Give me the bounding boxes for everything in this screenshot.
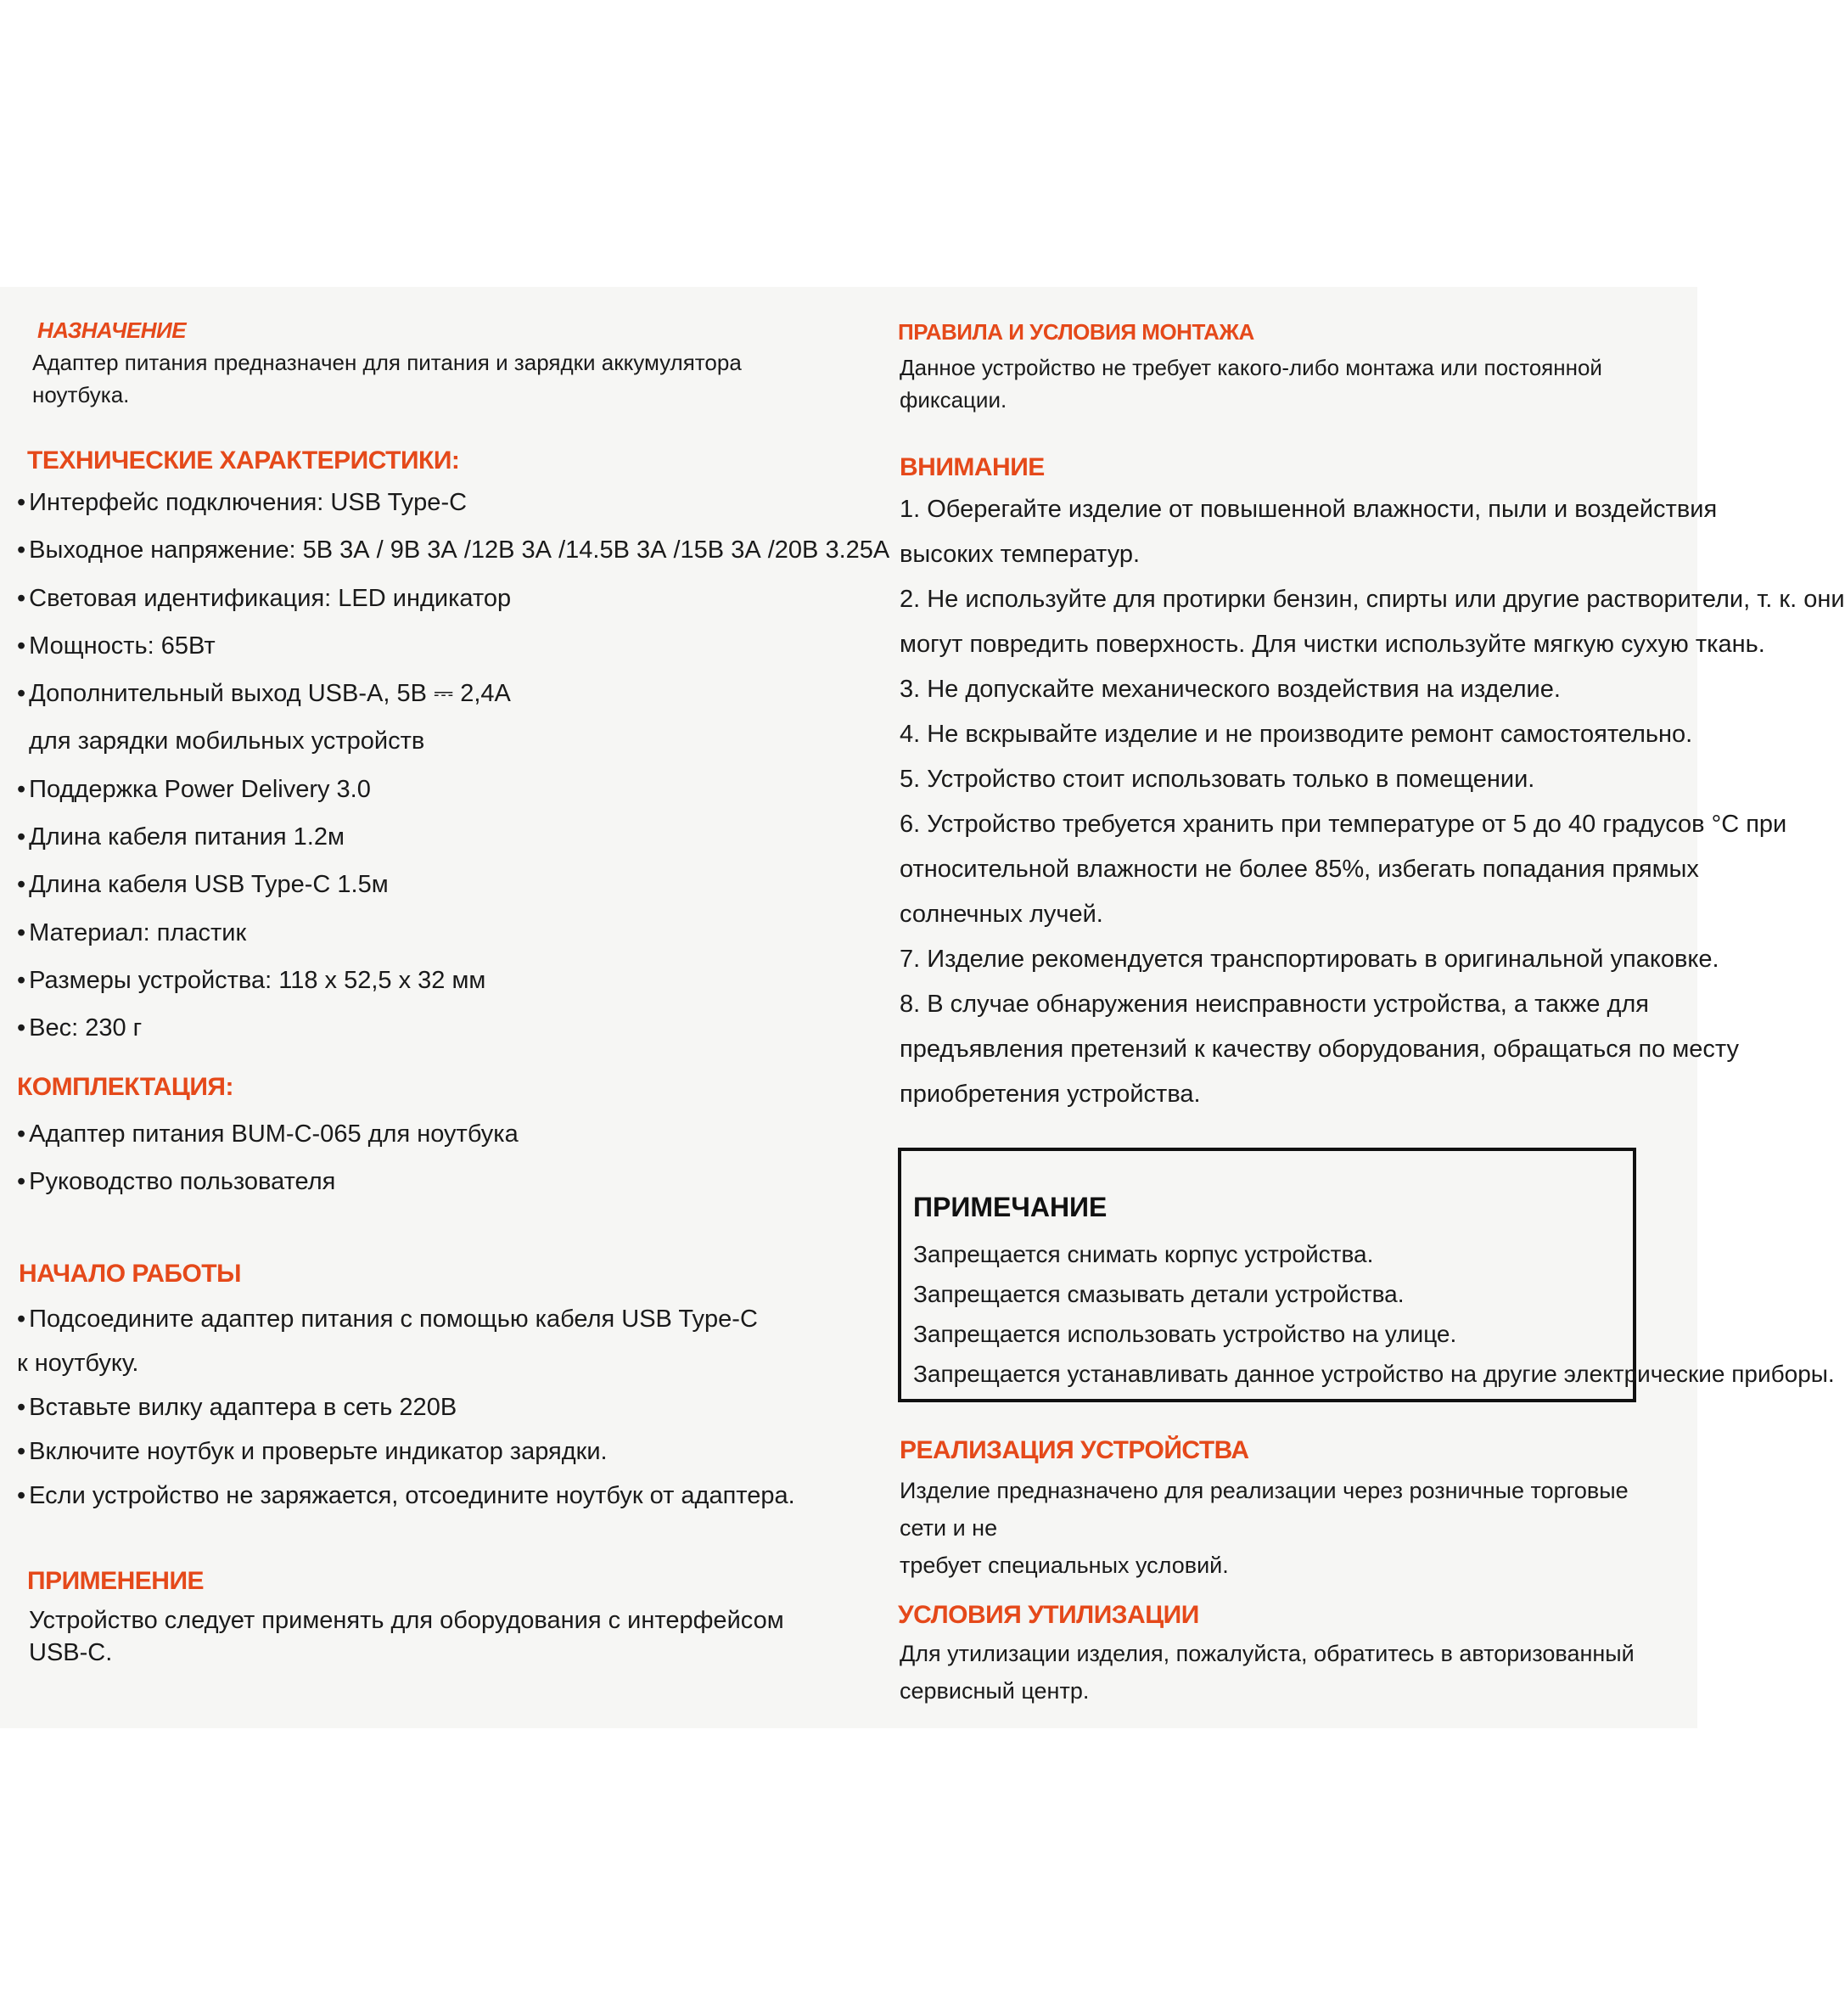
mounting-heading: ПРАВИЛА И УСЛОВИЯ МОНТАЖА	[898, 319, 1254, 345]
mounting-text	[900, 351, 1602, 416]
list-item: 1. Оберегайте изделие от повышенной влажности, пыли и воздействия	[900, 496, 1718, 523]
note-list	[913, 1234, 1835, 1394]
list-item: Запрещается использовать устройство на улице.	[913, 1321, 1457, 1347]
specs-list	[17, 479, 889, 1053]
list-item: могут повредить поверхность. Для чистки используйте мягкую сухую ткань.	[900, 631, 1765, 658]
list-item: • Размеры устройства: 118 х 52,5 х 32 мм	[17, 957, 889, 1004]
list-item: 7. Изделие рекомендуется транспортировать в оригинальной упаковке.	[900, 946, 1719, 973]
list-item: 5. Устройство стоит использовать только в помещении.	[900, 766, 1535, 793]
list-item: • Включите ноутбук и проверьте индикатор зарядки.	[17, 1429, 795, 1474]
list-item: Запрещается устанавливать данное устройство на другие электрические приборы.	[913, 1361, 1835, 1387]
start-list	[17, 1297, 795, 1518]
usage-heading: ПРИМЕНЕНИЕ	[27, 1567, 205, 1595]
note-heading: ПРИМЕЧАНИЕ	[913, 1192, 1108, 1222]
list-item: • Вес: 230 г	[17, 1004, 889, 1052]
sales-line-2: требует специальных условий.	[900, 1553, 1229, 1578]
disposal-heading: УСЛОВИЯ УТИЛИЗАЦИИ	[898, 1601, 1199, 1629]
sales-line-1: Изделие предназначено для реализации через розничные торговые сети и не	[900, 1478, 1629, 1541]
specs-heading: ТЕХНИЧЕСКИЕ ХАРАКТЕРИСТИКИ:	[27, 446, 460, 475]
list-item: • Мощность: 65Вт	[17, 622, 889, 670]
list-item: • Световая идентификация: LED индикатор	[17, 575, 889, 622]
list-item: • Выходное напряжение: 5В 3А / 9В 3А /12В 3А /14.5В 3А /15В 3А /20В 3.25А	[17, 526, 889, 574]
sales-text	[900, 1472, 1662, 1584]
instruction-sheet	[0, 287, 1845, 1728]
disposal-line-2: сервисный центр.	[900, 1678, 1090, 1704]
usage-text: Устройство следует применять для оборудования с интерфейсом USB-C.	[29, 1607, 784, 1666]
purpose-line-1: Адаптер питания предназначен для питания и зарядки аккумулятора	[32, 350, 742, 375]
list-item: • Интерфейс подключения: USB Type-C	[17, 479, 889, 526]
list-item: • Вставьте вилку адаптера в сеть 220В	[17, 1385, 795, 1429]
list-item: • Длина кабеля питания 1.2м	[17, 813, 889, 861]
list-item: солнечных лучей.	[900, 901, 1103, 928]
purpose-text	[32, 346, 742, 411]
note-box	[898, 1148, 1835, 1402]
list-item: высоких температур.	[900, 541, 1141, 568]
purpose-line-2: ноутбука.	[32, 382, 130, 407]
package-heading: КОМПЛЕКТАЦИЯ:	[17, 1073, 233, 1101]
list-item: к ноутбуку.	[17, 1350, 139, 1377]
attention-heading: ВНИМАНИЕ	[900, 453, 1045, 481]
mounting-line-2: фиксации.	[900, 387, 1007, 413]
attention-list	[900, 487, 1845, 1117]
package-list	[17, 1110, 519, 1205]
list-item: 8. В случае обнаружения неисправности устройства, а также для	[900, 991, 1649, 1018]
list-item: • Дополнительный выход USB-A, 5В ⎓ 2,4А	[17, 670, 889, 717]
list-item: для зарядки мобильных устройств	[29, 727, 425, 755]
mounting-line-1: Данное устройство не требует какого-либо монтажа или постоянной	[900, 355, 1602, 380]
list-item: 3. Не допускайте механического воздействия на изделие.	[900, 676, 1561, 703]
disposal-text	[900, 1635, 1635, 1710]
list-item: • Адаптер питания BUM-C-065 для ноутбука	[17, 1110, 519, 1158]
list-item: 6. Устройство требуется хранить при температуре от 5 до 40 градусов °С при	[900, 811, 1787, 838]
list-item: 4. Не вскрывайте изделие и не производите ремонт самостоятельно.	[900, 721, 1693, 748]
list-item: Запрещается снимать корпус устройства.	[913, 1241, 1374, 1267]
list-item: относительной влажности не более 85%, избегать попадания прямых	[900, 856, 1699, 883]
list-item: • Материал: пластик	[17, 909, 889, 957]
list-item: • Длина кабеля USB Type-C 1.5м	[17, 861, 889, 908]
list-item: 2. Не используйте для протирки бензин, спирты или другие растворители, т. к. они	[900, 586, 1845, 613]
list-item: Запрещается смазывать детали устройства.	[913, 1281, 1405, 1307]
sales-heading: РЕАЛИЗАЦИЯ УСТРОЙСТВА	[900, 1436, 1249, 1464]
list-item: • Подсоедините адаптер питания с помощью кабеля USB Type-C	[17, 1297, 795, 1341]
start-heading: НАЧАЛО РАБОТЫ	[19, 1260, 242, 1288]
list-item: предъявления претензий к качеству оборудования, обращаться по месту	[900, 1036, 1740, 1063]
list-item: • Руководство пользователя	[17, 1158, 519, 1205]
list-item: приобретения устройства.	[900, 1081, 1201, 1108]
disposal-line-1: Для утилизации изделия, пожалуйста, обратитесь в авторизованный	[900, 1641, 1635, 1666]
list-item: • Поддержка Power Delivery 3.0	[17, 766, 889, 813]
purpose-heading: НАЗНАЧЕНИЕ	[37, 317, 187, 343]
list-item: • Если устройство не заряжается, отсоедините ноутбук от адаптера.	[17, 1474, 795, 1518]
